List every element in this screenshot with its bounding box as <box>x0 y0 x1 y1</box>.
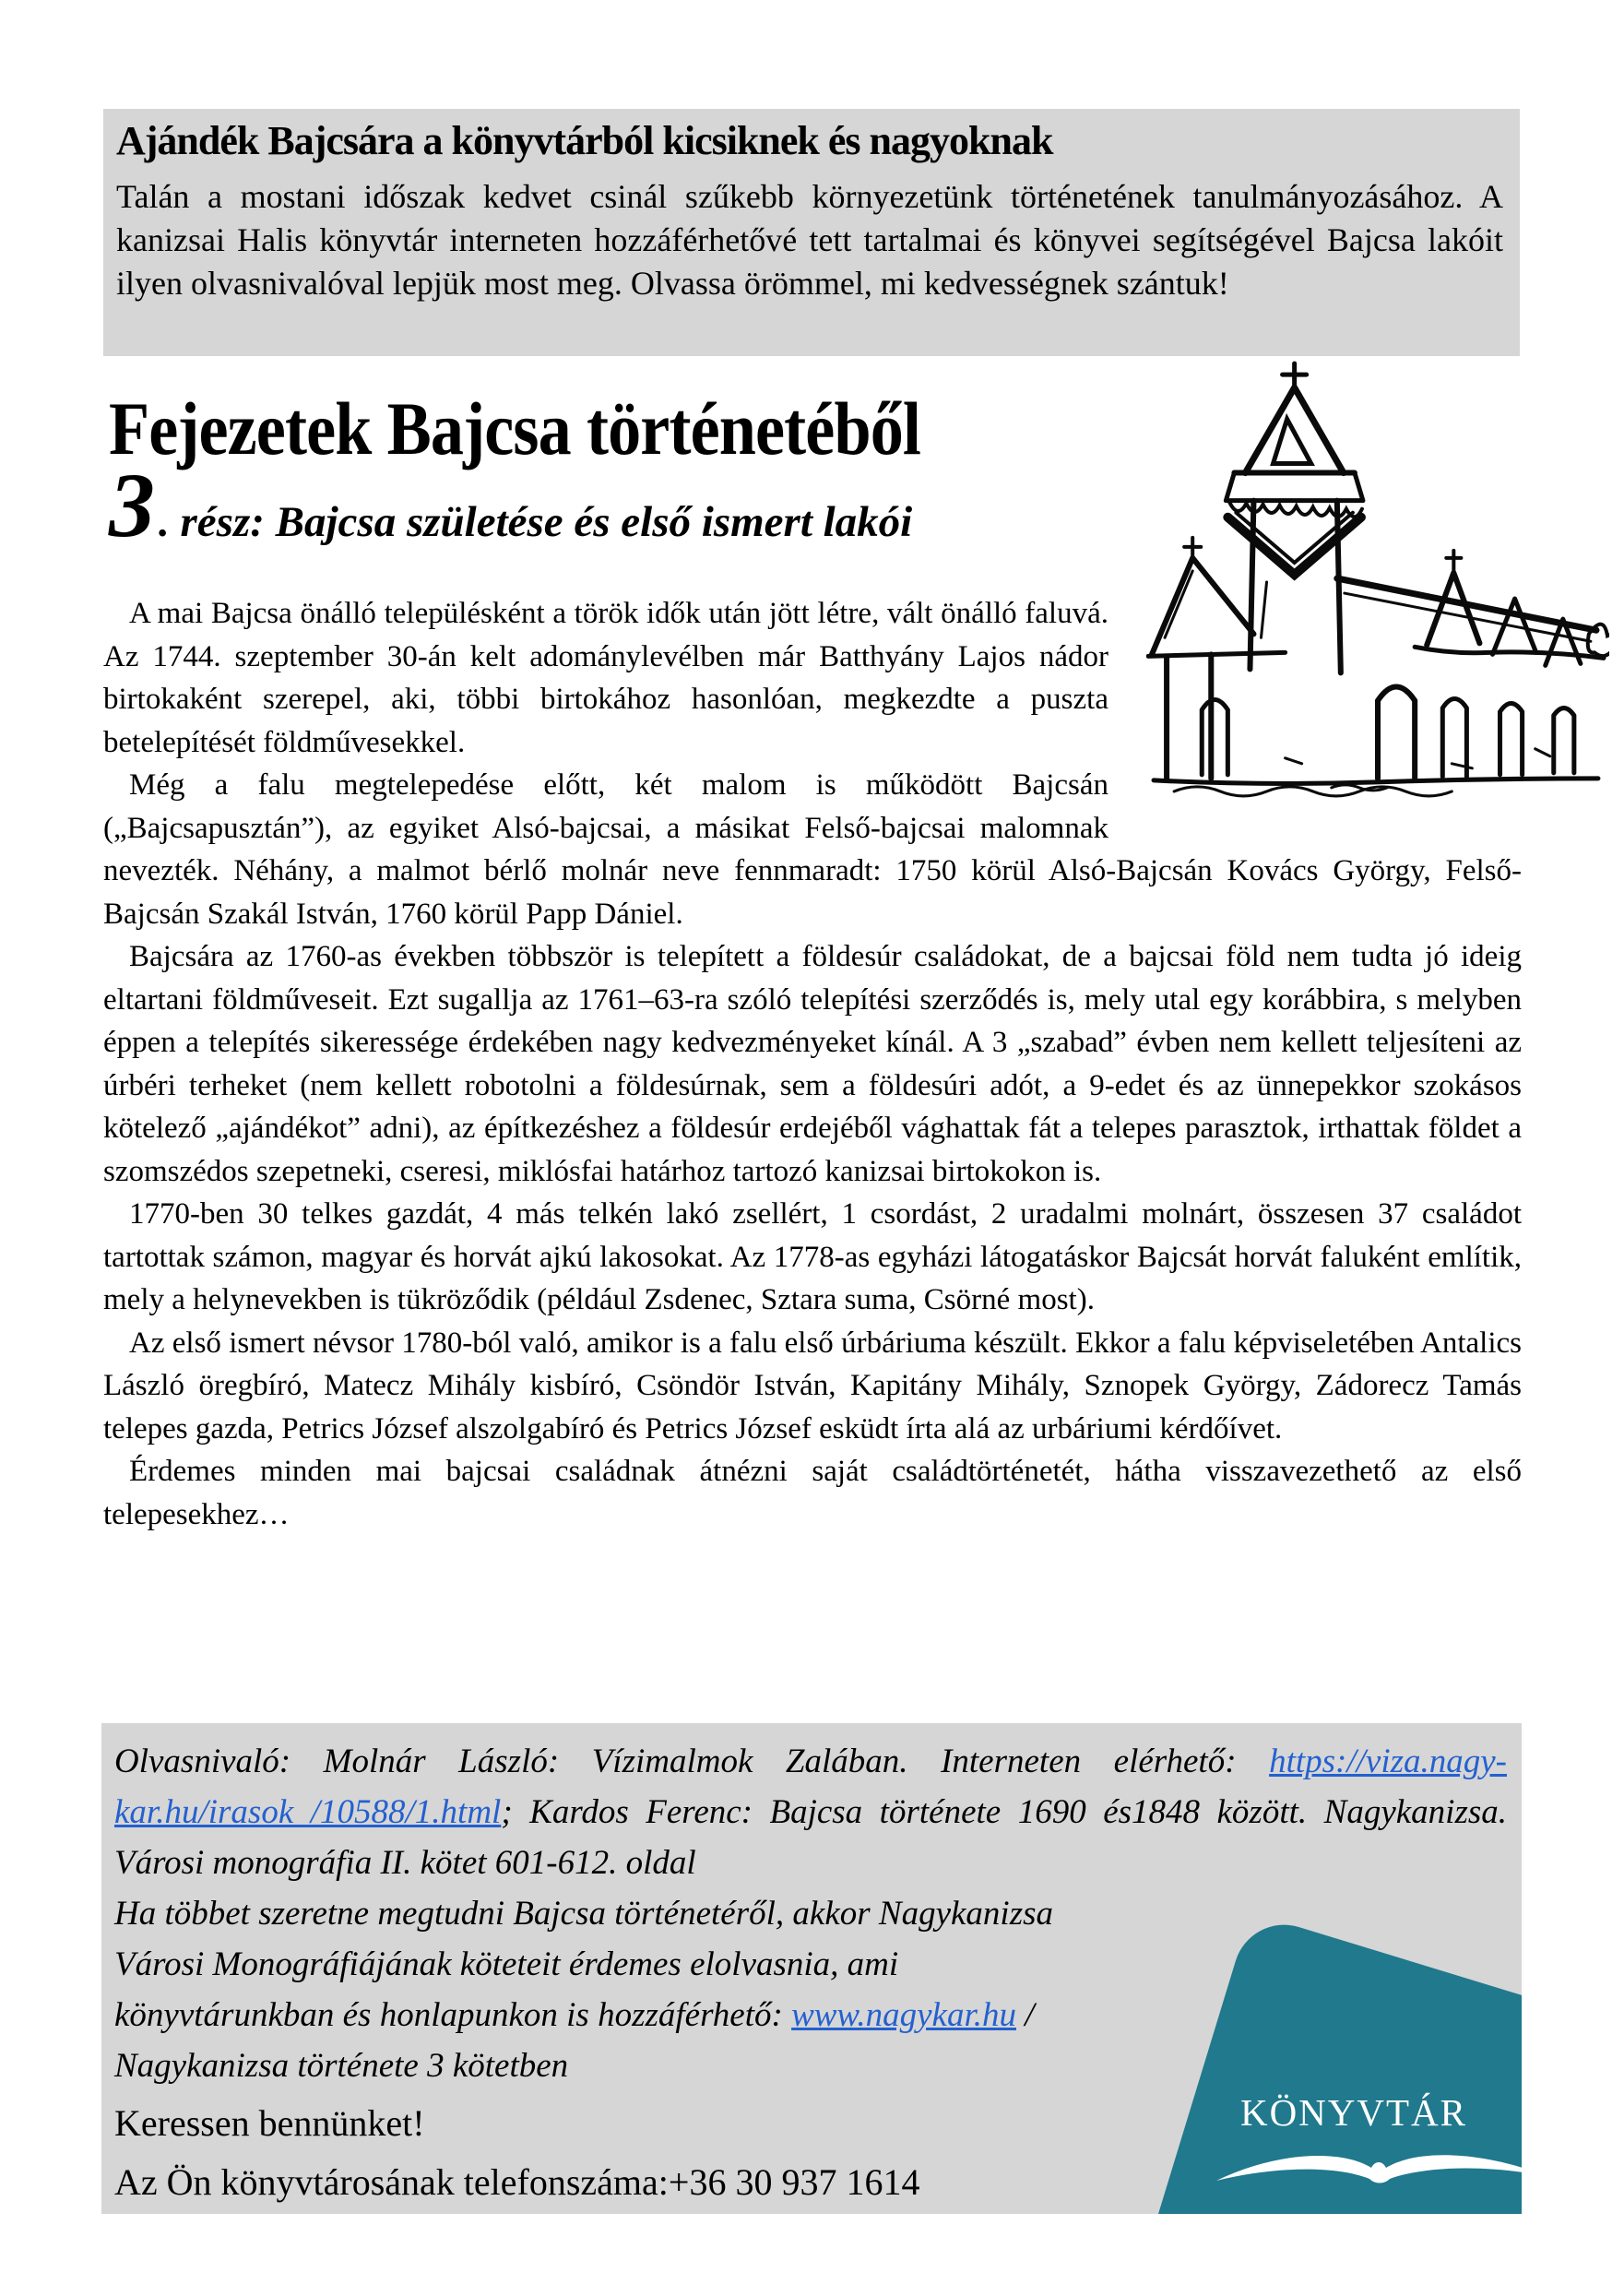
contact-call: Keressen bennünket! <box>114 2102 425 2144</box>
article-paragraph: Még a falu megtelepedése előtt, két malom is működött Bajcsán („Bajcsapusztán”), az egyiket Alsó-bajcsai, a másikat Felső-bajcsai malomnak nevezték. Néhány, a malmot bérlő molnár neve fennmaradt: 1750 körül Alsó-Bajcsán Kovács György, Felső-Bajcsán Szakál István, 1760 körül Papp Dániel. <box>103 768 1522 931</box>
phone-line: Az Ön könyvtárosának telefonszáma:+36 30 937 1614 <box>114 2161 920 2203</box>
library-logo-text: KÖNYVTÁR <box>1239 2091 1468 2134</box>
part-subtitle: . rész: Bajcsa születése és első ismert lakói <box>159 498 913 546</box>
reading-note-text: ; Kardos Ferenc: Bajcsa története 1690 és1848 között. Nagykanizsa. Városi monográfia II. kötet 601-612. oldal <box>114 1793 1507 1882</box>
article-paragraph: Bajcsára az 1760-as években többször is telepített a földesúr családokat, de a bajcsai föld nem tudta jó ideig eltartani földműveseit. Ezt sugallja az 1761–63-ra szóló telepítési szerződés is, mely utal egy korábbira, s melyben éppen a telepítés sikeressége érdekében nagy kedvezményeket kínál. A 3 „szabad” évben nem kellett teljesíteni az úrbéri terheket (nem kellett robotolni a földesúrnak, sem a földesúri adót, a 9-edet és az ünnepekkor szokásos kötelező „ajándékot” adni), az építkezéshez a földesúr erdejéből vághattak fát a telepes parasztok, irthattak földet a szomszédos szepetneki, cseresi, miklósfai határhoz tartozó kanizsai birtokokon is. <box>103 940 1522 1188</box>
reading-note <box>114 1736 1507 1888</box>
article-subtitle <box>109 454 913 556</box>
more-info-text: Ha többet szeretne megtudni Bajcsa történetéről, akkor Nagykanizsa Városi Monográfiájának köteteit érdemes elolvasnia, ami könyvtárunkban és honlapunkon is hozzáférhető: <box>114 1895 1054 2034</box>
article-paragraph: 1770-ben 30 telkes gazdát, 4 más telkén lakó zsellért, 1 csordást, 2 uradalmi molnárt, összesen 37 családot tartottak számon, magyar és horvát ajkú lakosokat. Az 1778-as egyházi látogatáskor Bajcsát horvát faluként említik, mely a helynevekben is tükröződik (például Zsdenec, Sztara suma, Csörné most). <box>103 1197 1522 1316</box>
article-paragraph: A mai Bajcsa önálló településként a török idők után jött létre, vált önálló faluvá. Az 1744. szeptember 30-án kelt adománylevélben már Batthyány Lajos nádor birtokaként szerepel, aki, többi birtokához hasonlóan, megkezdte a puszta betelepítését földművesekkel. <box>103 597 1108 759</box>
more-info-text: / Nagykanizsa története 3 kötetben <box>114 1996 1035 2085</box>
illustration-spacer <box>1108 592 1522 809</box>
header-box <box>103 109 1520 356</box>
article-title: Fejezetek Bajcsa történetéből <box>109 387 921 470</box>
header-paragraph: Talán a mostani időszak kedvet csinál szűkebb környezetünk történetének tanulmányozásához. A kanizsai Halis könyvtár interneten hozzáférhetővé tett tartalmai és könyvei segítségével Bajcsa lakóit ilyen olvasnivalóval lepjük most meg. Olvassa örömmel, mi kedvességnek szántuk! <box>116 178 1503 302</box>
article-paragraph: Az első ismert névsor 1780-ból való, amikor is a falu első úrbáriuma készült. Ekkor a falu képviseletében Antalics László öregbíró, Matecz Mihály kisbíró, Csöndör István, Kapitány Mihály, Sznopek György, Zádorecz Tamás telepes gazda, Petrics József alszolgabíró és Petrics József esküdt írta alá az urbáriumi kérdőívet. <box>103 1326 1522 1445</box>
footer-box <box>101 1723 1522 2214</box>
article-body <box>103 592 1522 1536</box>
header-title: Ajándék Bajcsára a könyvtárból kicsiknek és nagyoknak <box>116 118 1053 163</box>
part-number: 3 <box>109 454 155 556</box>
open-book-icon <box>1208 2140 1522 2186</box>
viza-nagykar-link[interactable]: https://viza.nagy-kar.hu/irasok /10588/1.html <box>114 1743 1507 1831</box>
article-paragraph: Érdemes minden mai bajcsai családnak átnézni saját családtörténetét, hátha visszavezethető az első telepesekhez… <box>103 1455 1522 1531</box>
reading-note-text: Olvasnivaló: Molnár László: Vízimalmok Zalában. Interneten elérhető: <box>114 1743 1270 1780</box>
nagykar-link[interactable]: www.nagykar.hu <box>791 1996 1017 2034</box>
